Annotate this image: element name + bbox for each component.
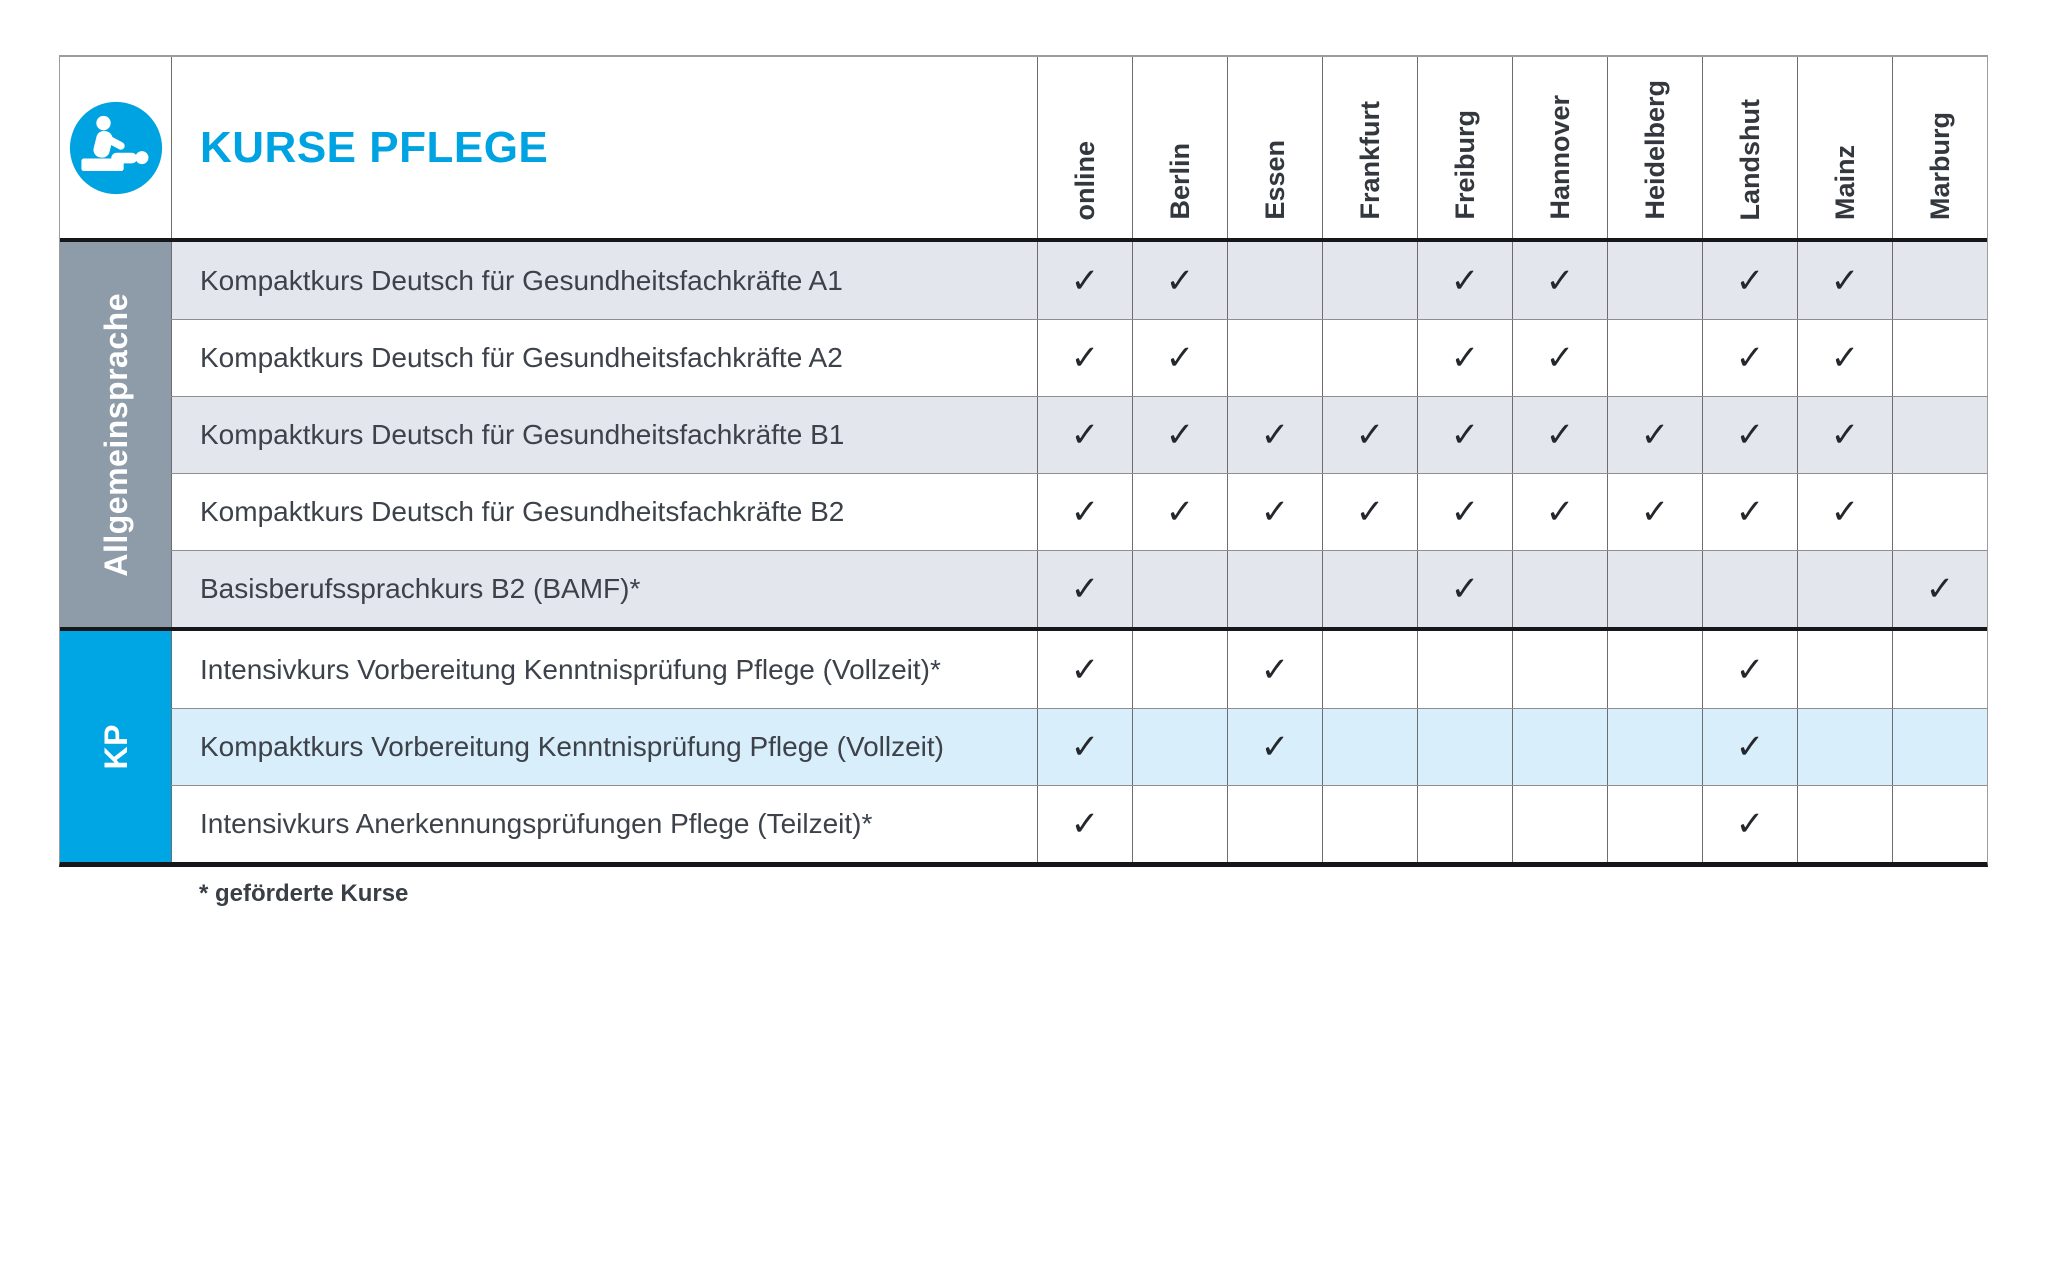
check-cell [1322, 474, 1417, 550]
column-header-label: Berlin [1164, 143, 1195, 220]
course-name: Kompaktkurs Deutsch für Gesundheitsfachkräfte B1 [171, 397, 1037, 473]
check-icon: ✓ [1070, 570, 1100, 608]
empty-cell [1322, 320, 1417, 396]
empty-cell [1512, 551, 1607, 627]
empty-cell [1892, 242, 1987, 319]
empty-cell [1702, 551, 1797, 627]
empty-cell [1512, 631, 1607, 708]
table-row [171, 242, 1987, 319]
check-icon: ✓ [1070, 416, 1100, 454]
table-body [60, 242, 1987, 862]
empty-cell [1227, 786, 1322, 862]
check-icon: ✓ [1355, 416, 1385, 454]
column-header-label: Mainz [1829, 144, 1860, 220]
empty-cell [1892, 320, 1987, 396]
course-name: Intensivkurs Anerkennungsprüfungen Pflege (Teilzeit)* [171, 786, 1037, 862]
check-cell [1797, 397, 1892, 473]
column-header-essen [1227, 57, 1322, 238]
empty-cell [1607, 551, 1702, 627]
check-icon: ✓ [1450, 339, 1480, 377]
empty-cell [1892, 786, 1987, 862]
check-cell [1417, 397, 1512, 473]
column-header-freiburg [1417, 57, 1512, 238]
check-cell [1227, 709, 1322, 785]
empty-cell [1512, 709, 1607, 785]
check-icon: ✓ [1165, 416, 1195, 454]
check-cell [1512, 242, 1607, 319]
check-icon: ✓ [1070, 493, 1100, 531]
check-icon: ✓ [1545, 416, 1575, 454]
check-cell [1417, 551, 1512, 627]
empty-cell [1607, 242, 1702, 319]
check-icon: ✓ [1925, 570, 1955, 608]
empty-cell [1417, 786, 1512, 862]
check-cell [1607, 397, 1702, 473]
column-header-label: Heidelberg [1639, 80, 1670, 220]
empty-cell [1227, 551, 1322, 627]
check-cell [1702, 242, 1797, 319]
check-cell [1227, 397, 1322, 473]
check-icon: ✓ [1640, 416, 1670, 454]
check-icon: ✓ [1450, 416, 1480, 454]
table-row [171, 631, 1987, 708]
check-cell [1322, 397, 1417, 473]
check-icon: ✓ [1260, 493, 1290, 531]
empty-cell [1322, 551, 1417, 627]
empty-cell [1607, 631, 1702, 708]
empty-cell [1797, 709, 1892, 785]
check-cell [1132, 397, 1227, 473]
empty-cell [1892, 397, 1987, 473]
empty-cell [1892, 709, 1987, 785]
check-icon: ✓ [1830, 339, 1860, 377]
check-icon: ✓ [1735, 493, 1765, 531]
nursing-care-icon [68, 100, 164, 196]
check-cell [1417, 474, 1512, 550]
empty-cell [1797, 786, 1892, 862]
group-allgemeinsprache [60, 242, 1987, 627]
check-cell [1512, 397, 1607, 473]
group-label [60, 242, 171, 627]
column-header-mainz [1797, 57, 1892, 238]
check-icon: ✓ [1355, 493, 1385, 531]
check-cell [1227, 631, 1322, 708]
check-cell [1037, 320, 1132, 396]
header-row [60, 57, 1987, 242]
check-icon: ✓ [1545, 261, 1575, 300]
empty-cell [1607, 709, 1702, 785]
check-cell [1037, 786, 1132, 862]
check-icon: ✓ [1260, 728, 1290, 766]
course-name: Kompaktkurs Deutsch für Gesundheitsfachkräfte A1 [171, 242, 1037, 319]
check-cell [1892, 551, 1987, 627]
check-cell [1702, 631, 1797, 708]
check-icon: ✓ [1830, 261, 1860, 300]
check-icon: ✓ [1450, 261, 1480, 300]
table-row [171, 396, 1987, 473]
group-label-text: Allgemeinsprache [97, 292, 134, 577]
empty-cell [1892, 474, 1987, 550]
table-row [171, 319, 1987, 396]
course-name: Basisberufssprachkurs B2 (BAMF)* [171, 551, 1037, 627]
check-cell [1417, 242, 1512, 319]
empty-cell [1797, 631, 1892, 708]
column-header-heidelberg [1607, 57, 1702, 238]
check-icon: ✓ [1165, 339, 1195, 377]
group-label-text: KP [97, 723, 134, 770]
check-cell [1702, 320, 1797, 396]
table-row [171, 550, 1987, 627]
empty-cell [1322, 786, 1417, 862]
check-icon: ✓ [1165, 493, 1195, 531]
check-cell [1607, 474, 1702, 550]
group-rows [171, 242, 1987, 627]
table-row [171, 708, 1987, 785]
check-cell [1797, 242, 1892, 319]
column-header-label: Essen [1259, 140, 1290, 220]
empty-cell [1512, 786, 1607, 862]
check-cell [1132, 320, 1227, 396]
column-header-frankfurt [1322, 57, 1417, 238]
empty-cell [1132, 709, 1227, 785]
check-icon: ✓ [1830, 416, 1860, 454]
column-header-hannover [1512, 57, 1607, 238]
check-cell [1702, 786, 1797, 862]
column-header-label: Landshut [1734, 98, 1765, 220]
empty-cell [1892, 631, 1987, 708]
column-header-label: online [1069, 140, 1100, 220]
check-cell [1702, 709, 1797, 785]
check-icon: ✓ [1450, 570, 1480, 608]
course-name: Intensivkurs Vorbereitung Kenntnisprüfung Pflege (Vollzeit)* [171, 631, 1037, 708]
empty-cell [1797, 551, 1892, 627]
check-cell [1702, 474, 1797, 550]
check-icon: ✓ [1640, 493, 1670, 531]
check-icon: ✓ [1070, 728, 1100, 766]
empty-cell [1227, 320, 1322, 396]
column-header-online [1037, 57, 1132, 238]
empty-cell [1607, 786, 1702, 862]
check-cell [1417, 320, 1512, 396]
empty-cell [1322, 242, 1417, 319]
course-availability-table [59, 55, 1988, 867]
check-cell [1512, 474, 1607, 550]
empty-cell [1417, 709, 1512, 785]
footnote: * geförderte Kurse [199, 880, 409, 907]
table-row [171, 473, 1987, 550]
check-icon: ✓ [1260, 650, 1290, 689]
empty-cell [1417, 631, 1512, 708]
empty-cell [1322, 631, 1417, 708]
check-icon: ✓ [1070, 650, 1100, 689]
check-cell [1037, 709, 1132, 785]
course-name: Kompaktkurs Deutsch für Gesundheitsfachkräfte A2 [171, 320, 1037, 396]
empty-cell [1227, 242, 1322, 319]
empty-cell [1132, 631, 1227, 708]
course-name: Kompaktkurs Vorbereitung Kenntnisprüfung Pflege (Vollzeit) [171, 709, 1037, 785]
group-rows [171, 631, 1987, 862]
column-header-label: Marburg [1924, 112, 1955, 220]
course-name: Kompaktkurs Deutsch für Gesundheitsfachkräfte B2 [171, 474, 1037, 550]
check-icon: ✓ [1260, 416, 1290, 454]
check-cell [1132, 474, 1227, 550]
check-icon: ✓ [1735, 339, 1765, 377]
check-cell [1512, 320, 1607, 396]
column-header-berlin [1132, 57, 1227, 238]
empty-cell [1607, 320, 1702, 396]
column-header-label: Hannover [1544, 95, 1575, 220]
table-row [171, 785, 1987, 862]
check-cell [1227, 474, 1322, 550]
column-header-label: Frankfurt [1354, 101, 1385, 220]
check-cell [1037, 551, 1132, 627]
check-icon: ✓ [1450, 493, 1480, 531]
check-icon: ✓ [1070, 805, 1100, 843]
check-cell [1702, 397, 1797, 473]
column-header-marburg [1892, 57, 1987, 238]
page-title: KURSE PFLEGE [171, 57, 1037, 238]
check-icon: ✓ [1735, 650, 1765, 689]
check-cell [1037, 397, 1132, 473]
header-icon-cell [60, 57, 171, 238]
column-header-landshut [1702, 57, 1797, 238]
check-icon: ✓ [1735, 261, 1765, 300]
empty-cell [1132, 786, 1227, 862]
check-icon: ✓ [1070, 261, 1100, 300]
check-cell [1037, 242, 1132, 319]
check-cell [1797, 320, 1892, 396]
group-label [60, 631, 171, 862]
check-cell [1037, 474, 1132, 550]
check-icon: ✓ [1735, 416, 1765, 454]
empty-cell [1322, 709, 1417, 785]
check-icon: ✓ [1165, 261, 1195, 300]
check-icon: ✓ [1545, 339, 1575, 377]
check-cell [1037, 631, 1132, 708]
check-cell [1797, 474, 1892, 550]
check-cell [1132, 242, 1227, 319]
check-icon: ✓ [1830, 493, 1860, 531]
check-icon: ✓ [1735, 805, 1765, 843]
group-kp [60, 627, 1987, 862]
check-icon: ✓ [1545, 493, 1575, 531]
check-icon: ✓ [1070, 339, 1100, 377]
empty-cell [1132, 551, 1227, 627]
column-header-label: Freiburg [1449, 110, 1480, 220]
check-icon: ✓ [1735, 728, 1765, 766]
